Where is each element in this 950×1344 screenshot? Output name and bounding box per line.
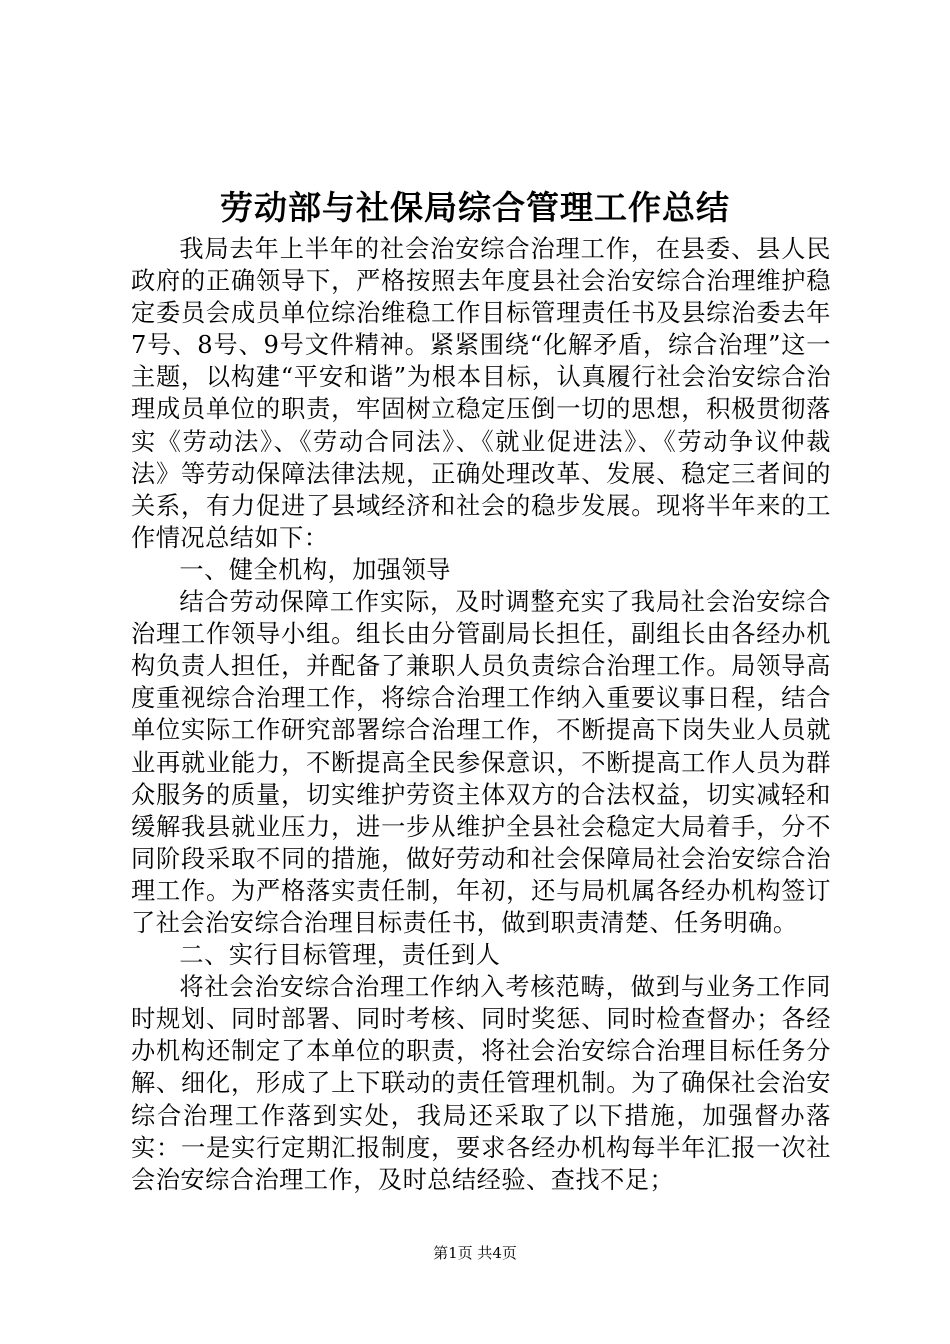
section-2-paragraph: 将社会治安综合治理工作纳入考核范畴，做到与业务工作同时规划、同时部署、同时考核、同时奖惩、同时检查督办；各经办机构还制定了本单位的职责，将社会治安综合治理目标任务分解、细化，形成了上下联动的责任管理机制。为了确保社会治安综合治理工作落到实处，我局还采取了以下措施，加强督办落实：一是实行定期汇报制度，要求各经办机构每半年汇报一次社会治安综合治理工作，及时总结经验、查找不足；: [131, 973, 831, 1194]
page-number-footer: 第1页 共4页: [433, 1244, 517, 1262]
document-title: 劳动部与社保局综合管理工作总结: [220, 188, 730, 227]
document-body: [131, 233, 831, 1196]
intro-paragraph: 我局去年上半年的社会治安综合治理工作，在县委、县人民政府的正确领导下，严格按照去年度县社会治安综合治理维护稳定委员会成员单位综治维稳工作目标管理责任书及县综治委去年7号、8号、9号文件精神。紧紧围绕“化解矛盾，综合治理”这一主题，以构建“平安和谐”为根本目标，认真履行社会治安综合治理成员单位的职责，牢固树立稳定压倒一切的思想，积极贯彻落实《劳动法》、《劳动合同法》、《就业促进法》、《劳动争议仲裁法》等劳动保障法律法规，正确处理改革、发展、稳定三者间的关系，有力促进了县域经济和社会的稳步发展。现将半年来的工作情况总结如下：: [131, 235, 831, 552]
section-heading-1: 一、健全机构，加强领导: [179, 555, 451, 584]
section-1-paragraph: 结合劳动保障工作实际，及时调整充实了我局社会治安综合治理工作领导小组。组长由分管副局长担任，副组长由各经办机构负责人担任，并配备了兼职人员负责综合治理工作。局领导高度重视综合治理工作，将综合治理工作纳入重要议事日程，结合单位实际工作研究部署综合治理工作，不断提高下岗失业人员就业再就业能力，不断提高全民参保意识，不断提高工作人员为群众服务的质量，切实维护劳资主体双方的合法权益，切实减轻和缓解我县就业压力，进一步从维护全县社会稳定大局着手，分不同阶段采取不同的措施，做好劳动和社会保障局社会治安综合治理工作。为严格落实责任制，年初，还与局机属各经办机构签订了社会治安综合治理目标责任书，做到职责清楚、任务明确。: [131, 588, 831, 937]
section-heading-2: 二、实行目标管理，责任到人: [179, 941, 501, 970]
